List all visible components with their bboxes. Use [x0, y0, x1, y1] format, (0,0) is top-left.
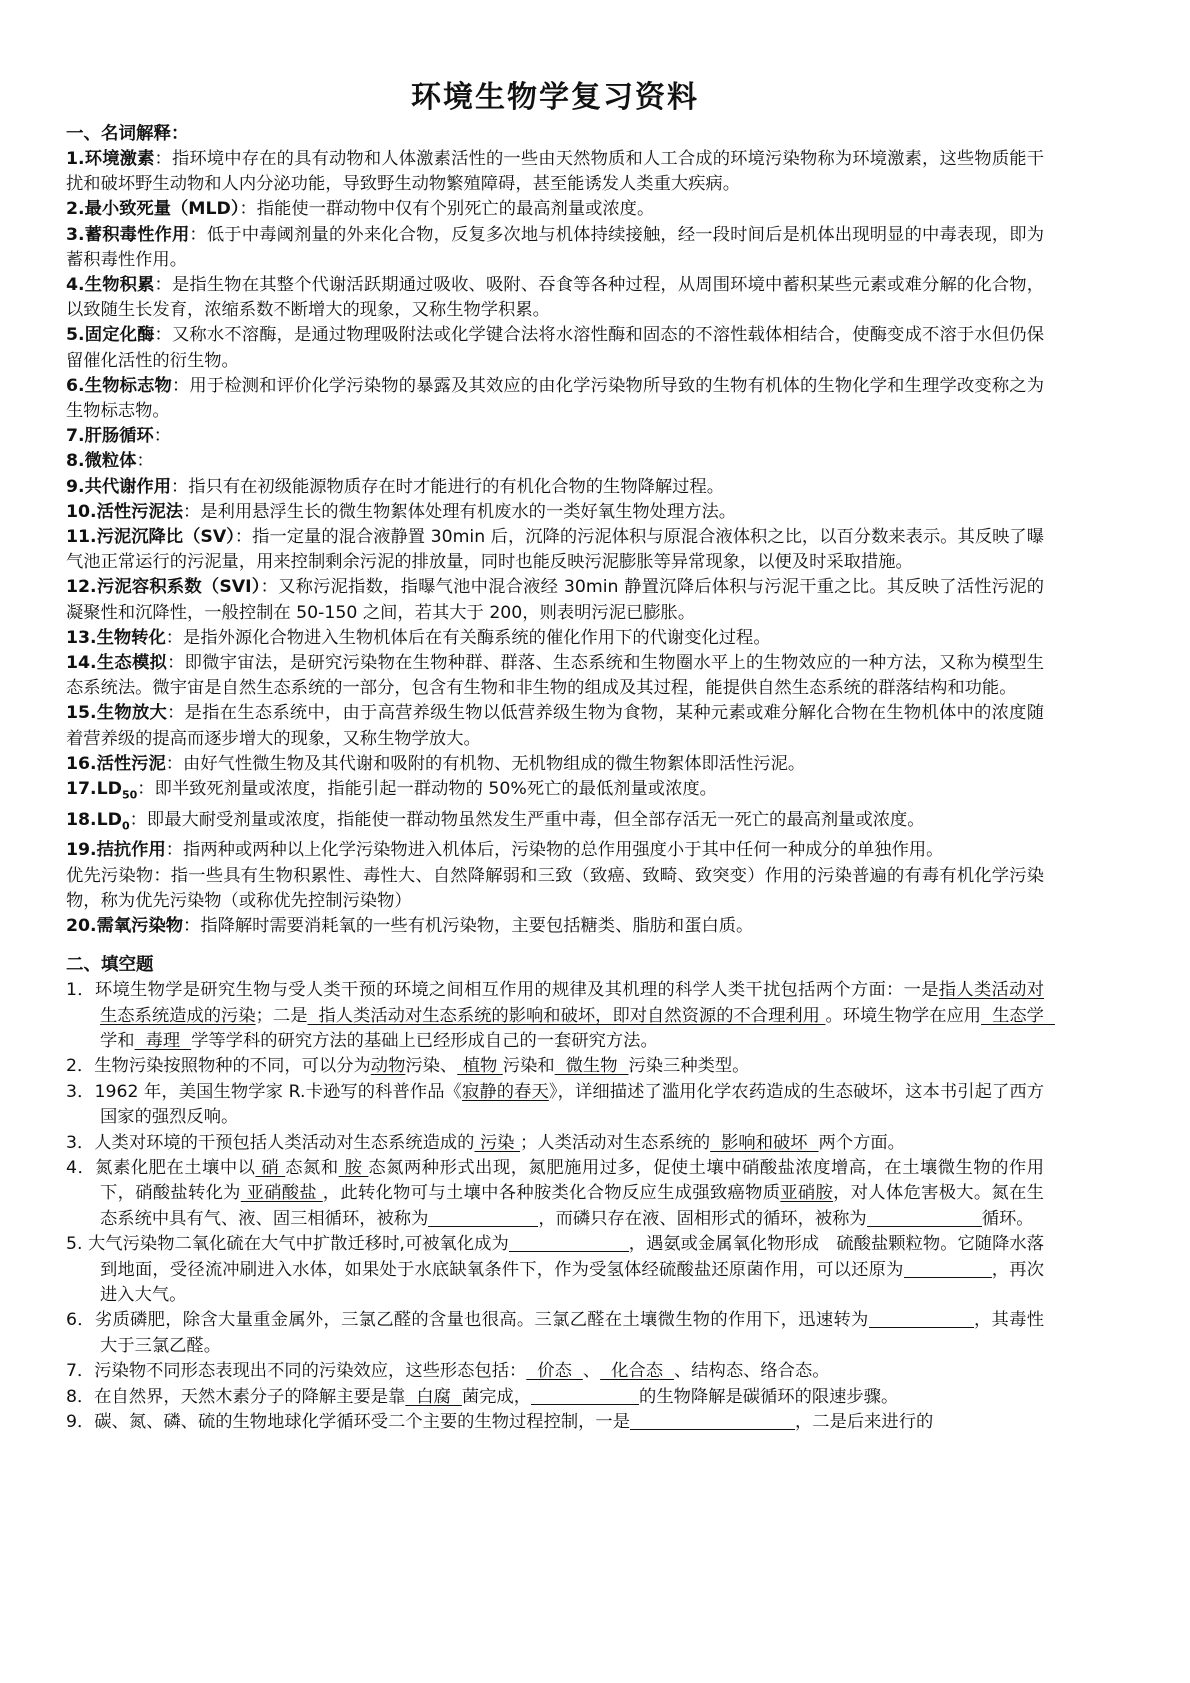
question-text: 污染、: [405, 1056, 458, 1077]
question-text: 9．碳、氮、磷、硫的生物地球化学循环受二个主要的生物过程控制，一是: [66, 1412, 630, 1433]
question-item: [66, 1156, 1044, 1232]
definition-item: [66, 424, 1044, 449]
answer-underlined: 毒理: [134, 1031, 192, 1052]
answer-underlined: 植物: [457, 1056, 503, 1077]
question-item: [66, 1232, 1044, 1308]
definition-term: 14.生态模拟: [66, 653, 168, 674]
definition-text: ：即最大耐受剂量或浓度，指能使一群动物虽然发生严重中毒，但全部存活无一死亡的最高剂量或浓度。: [129, 809, 925, 830]
answer-underlined: 动物: [370, 1056, 406, 1077]
definition-term-subscript: 50: [121, 788, 138, 802]
definition-term: 5.固定化酶: [66, 325, 155, 346]
question-text: 3．人类对环境的干预包括人类活动对生态系统造成的: [66, 1132, 475, 1153]
question-text: 6．劣质磷肥，除含大量重金属外，三氯乙醛的含量也很高。三氯乙醛在土壤微生物的作用下，迅速转为: [66, 1310, 869, 1331]
definition-text: ：指只有在初级能源物质存在时才能进行的有机化合物的生物降解过程。: [171, 476, 725, 497]
definition-item: [66, 197, 1044, 222]
question-text: ；人类活动对生态系统的: [520, 1132, 711, 1153]
question-item: [66, 1359, 1044, 1384]
definition-item: [66, 575, 1044, 625]
definition-item: [66, 500, 1044, 525]
question-text: 污染和: [502, 1056, 555, 1077]
question-text: ，其毒性大于三氯乙醛。: [100, 1310, 1044, 1356]
definitions-list: [66, 147, 1044, 939]
definition-text: ：: [153, 426, 172, 447]
definition-term: 9.共代谢作用: [66, 476, 171, 497]
definition-text: ：指两种或两种以上化学污染物进入机体后，污染物的总作用强度小于其中任何一种成分的单独作用。: [165, 840, 944, 861]
definition-item: [66, 777, 1044, 808]
definition-term: 10.活性污泥法: [66, 501, 184, 522]
definition-note: 优先污染物：指一些具有生物积累性、毒性大、自然降解弱和三致（致癌、致畸、致突变）作用的污染普遍的有毒有机化学污染物，称为优先污染物（或称优先控制污染物）: [66, 865, 1044, 911]
question-text: 》，详细描述了滥用化学农药造成的生态破坏，这本书引起了西方国家的强烈反响。: [100, 1081, 1044, 1128]
definition-term: 15.生物放大: [66, 703, 168, 724]
answer-underlined: 白腐: [405, 1386, 462, 1407]
answer-underlined: 指人类活动对生态系统的影响和破坏，即对自然资源的不合理利用: [307, 1005, 826, 1026]
definition-text: ：是指生物在其整个代谢活跃期通过吸收、吸附、吞食等各种过程，从周围环境中蓄积某些元素或难分解的化合物，以致随生长发育，浓缩系数不断增大的现象，又称生物学积累。: [66, 275, 1044, 321]
document-page: [66, 72, 1055, 1436]
question-text: 1．环境生物学是研究生物与受人类干预的环境之间相互作用的规律及其机理的科学人类干扰包括两个方面：一是: [66, 980, 939, 1001]
answer-underlined: 硝: [255, 1158, 286, 1179]
answer-blank[interactable]: [630, 1411, 795, 1430]
definition-item: [66, 449, 1044, 474]
question-text: 7．污染物不同形态表现出不同的污染效应，这些形态包括：: [66, 1361, 527, 1382]
question-text: 循环。: [981, 1208, 1034, 1229]
question-text: ，再次进入大气。: [100, 1259, 1044, 1306]
definition-item: [66, 914, 1044, 939]
definition-text: ：指一定量的混合液静置 30min 后，沉降的污泥体积与原混合液体积之比，以百分数来表示。其反映了曝气池正常运行的污泥量，用来控制剩余污泥的排放量，同时也能反映污泥膨胀等异常现象，以便及时采取措施。: [66, 527, 1044, 573]
answer-underlined: 影响和破坏: [710, 1132, 819, 1153]
definition-term: 18.LD: [66, 809, 122, 830]
definition-item: [66, 838, 1044, 863]
definition-term: 20.需氧污染物: [66, 916, 184, 936]
question-text: 3．1962 年，美国生物学家 R.卡逊写的科普作品《: [66, 1081, 462, 1102]
question-item: [66, 978, 1055, 1054]
definition-text: ：用于检测和评价化学污染物的暴露及其效应的由化学污染物所导致的生物有机体的生物化学和生理学改变称之为生物标志物。: [66, 375, 1044, 422]
definition-item: [66, 651, 1044, 701]
definition-item: [66, 701, 1044, 751]
document-title: 环境生物学复习资料: [411, 80, 699, 115]
question-text: 5. 大气污染物二氧化硫在大气中扩散迁移时,可被氧化成为: [66, 1234, 509, 1255]
definition-text: ：指降解时需要消耗氧的一些有机污染物，主要包括糖类、脂肪和蛋白质。: [183, 916, 754, 936]
question-text: 污染三种类型。: [628, 1056, 750, 1077]
answer-underlined: 价态: [526, 1361, 583, 1382]
definition-item: [66, 475, 1044, 500]
definition-term: 1.环境激素: [66, 149, 155, 169]
definition-text: ：即微宇宙法，是研究污染物在生物种群、群落、生态系统和生物圈水平上的生物效应的一种方法，又称为模型生态系统法。微宇宙是自然生态系统的一部分，包含有生物和非生物的组成及其过程，能提供自然生态系统的群落结构和功能。: [66, 653, 1044, 699]
answer-underlined: 亚硝胺: [780, 1183, 834, 1204]
definition-item: [66, 525, 1044, 575]
answer-blank[interactable]: [509, 1233, 629, 1252]
definition-item: [66, 273, 1044, 323]
question-text: 菌完成，: [461, 1386, 532, 1407]
definition-term: 7.肝肠循环: [66, 426, 154, 447]
question-item: [66, 1308, 1044, 1359]
question-item: [66, 1385, 1044, 1410]
question-item: [66, 1054, 1044, 1079]
definition-text: ：又称水不溶酶，是通过物理吸附法或化学键合法将水溶性酶和固态的不溶性载体相结合，使酶变成不溶于水但仍保留催化活性的衍生物。: [66, 325, 1044, 371]
question-text: 8．在自然界，天然木素分子的降解主要是靠: [66, 1386, 406, 1407]
answer-blank[interactable]: [904, 1259, 992, 1278]
question-item: [66, 1410, 1044, 1435]
question-item: [66, 1080, 1044, 1131]
definition-term: 3.蓄积毒性作用: [66, 224, 190, 245]
definition-text: ：由好气性微生物及其代谢和吸附的有机物、无机物组成的微生物絮体即活性污泥。: [165, 753, 806, 774]
question-text: 2．生物污染按照物种的不同，可以分为: [66, 1056, 371, 1077]
definition-text: ：指能使一群动物中仅有个别死亡的最高剂量或浓度。: [239, 199, 655, 220]
definition-term-subscript: 0: [121, 819, 130, 833]
definition-term: 17.LD: [66, 779, 122, 800]
question-text: 。环境生物学在应用: [825, 1005, 982, 1026]
definition-term: 16.活性污泥: [66, 753, 166, 774]
question-text: 4．氮素化肥在土壤中以: [66, 1158, 256, 1179]
definition-term: 13.生物转化: [66, 627, 166, 648]
definition-term: 4.生物积累: [66, 275, 155, 296]
answer-blank[interactable]: [867, 1208, 982, 1227]
definition-text: ：是利用悬浮生长的微生物絮体处理有机废水的一类好氧生物处理方法。: [183, 501, 737, 522]
fill-blank-list: [66, 978, 1055, 1435]
answer-underlined: 污染: [474, 1132, 521, 1153]
definition-item: [66, 808, 1044, 839]
question-text: ，对人体危害极大。氮在生态系统中具有气、液、固三相循环，被称为: [100, 1183, 1044, 1229]
question-text: ，遇氨或金属氧化物形成 硫酸盐颗粒物。它随降水落到地面，受径流冲刷进入水体，如果处于水底缺氧条件下，作为受氢体经硫酸盐还原菌作用，可以还原为: [100, 1234, 1044, 1280]
definition-term: 11.污泥沉降比（SV）: [66, 527, 235, 548]
section-heading-definitions: 一、名词解释：: [66, 124, 189, 144]
definition-item: [66, 626, 1044, 651]
definition-text: ：是指在生态系统中，由于高营养级生物以低营养级生物为食物，某种元素或难分解化合物在生物机体中的浓度随着营养级的提高而逐步增大的现象，又称生物学放大。: [66, 703, 1044, 749]
answer-underlined: 胺: [338, 1158, 369, 1179]
answer-underlined: 寂静的春天: [461, 1081, 549, 1102]
question-text: 学等学科的研究方法的基础上已经形成自己的一套研究方法。: [191, 1031, 658, 1052]
question-text: 的生物降解是碳循环的限速步骤。: [639, 1386, 899, 1407]
definition-term: 2.最小致死量（MLD）: [66, 199, 240, 220]
definition-item: [66, 323, 1044, 373]
definition-text: ：是指外源化合物进入生物机体后在有关酶系统的催化作用下的代谢变化过程。: [165, 627, 771, 648]
question-text: ，此转化物可与土壤中各种胺类化合物反应生成强致癌物质: [322, 1183, 781, 1204]
definition-text: ：又称污泥指数，指曝气池中混合液经 30min 静置沉降后体积与污泥干重之比。其反映了活性污泥的凝聚性和沉降性，一般控制在 50-150 之间，若其大于 200，则表明污泥已膨胀。: [66, 577, 1044, 623]
definition-text: ：低于中毒阈剂量的外来化合物，反复多次地与机体持续接触，经一段时间后是机体出现明显的中毒表现，即为蓄积毒性作用。: [66, 224, 1044, 270]
definition-term: 8.微粒体: [66, 451, 137, 472]
section-heading-fill-blank: 二、填空题: [66, 955, 154, 976]
question-text: 两个方面。: [818, 1132, 905, 1153]
answer-blank[interactable]: [428, 1208, 538, 1227]
question-text: 、: [582, 1361, 601, 1382]
answer-underlined: 化合态: [600, 1361, 674, 1382]
answer-blank[interactable]: [869, 1309, 974, 1328]
definition-item: [66, 223, 1044, 273]
question-item: [66, 1131, 1044, 1156]
answer-underlined: 亚硝酸盐: [240, 1183, 323, 1204]
definition-item: [66, 374, 1044, 424]
answer-underlined: 微生物: [554, 1056, 629, 1077]
definition-item: [66, 752, 1044, 777]
definition-text: ：指环境中存在的具有动物和人体激素活性的一些由天然物质和人工合成的环境污染物称为环境激素，这些物质能干扰和破坏野生动物和人内分泌功能，导致野生动物繁殖障碍，甚至能诱发人类重大疾病。: [66, 149, 1044, 195]
definition-term: 12.污泥容积系数（SVI）: [66, 577, 261, 598]
question-text: 学和: [100, 1031, 135, 1052]
definition-text: ：即半致死剂量或浓度，指能引起一群动物的 50%死亡的最低剂量或浓度。: [137, 779, 717, 800]
question-text: ，而磷只存在液、固相形式的循环，被称为: [538, 1208, 867, 1229]
answer-underlined: 生态学: [981, 1005, 1055, 1026]
question-text: ，二是后来进行的: [795, 1412, 934, 1433]
answer-underlined: 指人类活动对生态系统造成的污染: [100, 980, 1044, 1026]
answer-blank[interactable]: [531, 1386, 639, 1405]
definition-text: ：: [136, 451, 154, 472]
question-text: 、结构态、络合态。: [673, 1361, 830, 1382]
definition-item: [66, 147, 1044, 197]
definition-term: 6.生物标志物: [66, 375, 172, 396]
question-text: 态氮两种形式出现，氮肥施用过多，促使土壤中硝酸盐浓度增高，在土壤微生物的作用下，硝酸盐转化为: [100, 1158, 1044, 1204]
definition-term: 19.拮抗作用: [66, 840, 166, 861]
question-text: 态氮和: [285, 1158, 339, 1179]
question-text: ；二是: [255, 1005, 308, 1026]
